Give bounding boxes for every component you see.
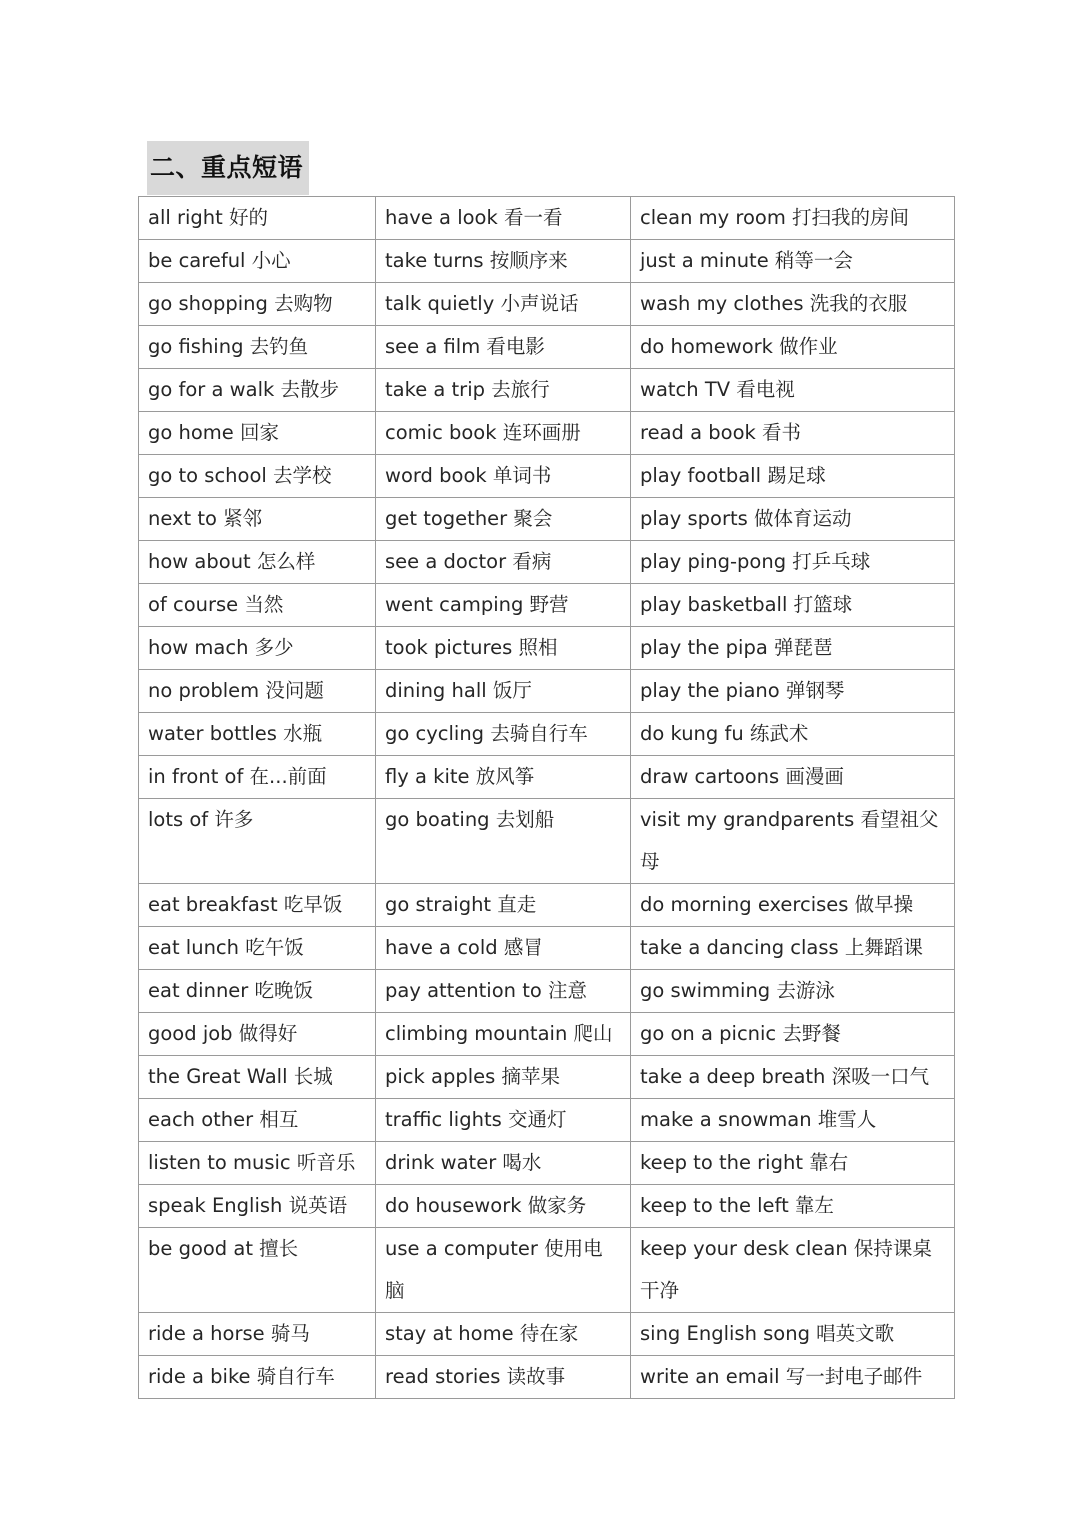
table-row [139, 369, 955, 412]
phrase-cell: eat breakfast 吃早饭 [139, 884, 376, 927]
phrase-cell: pick apples 摘苹果 [376, 1056, 631, 1099]
phrase-cell: do kung fu 练武术 [631, 713, 955, 756]
phrase-cell: go boating 去划船 [376, 799, 631, 884]
phrase-cell: use a computer 使用电脑 [376, 1228, 631, 1313]
table-row [139, 927, 955, 970]
table-row [139, 799, 955, 884]
phrase-cell: draw cartoons 画漫画 [631, 756, 955, 799]
phrase-cell: traffic lights 交通灯 [376, 1099, 631, 1142]
phrase-cell: ride a bike 骑自行车 [139, 1356, 376, 1399]
phrase-cell: how about 怎么样 [139, 541, 376, 584]
table-row [139, 670, 955, 713]
phrase-cell: do morning exercises 做早操 [631, 884, 955, 927]
table-row [139, 541, 955, 584]
phrase-cell: watch TV 看电视 [631, 369, 955, 412]
phrase-cell: go cycling 去骑自行车 [376, 713, 631, 756]
phrase-cell: go to school 去学校 [139, 455, 376, 498]
section-heading: 二、重点短语 [147, 141, 309, 195]
table-row [139, 884, 955, 927]
phrase-cell: wash my clothes 洗我的衣服 [631, 283, 955, 326]
phrase-cell: do homework 做作业 [631, 326, 955, 369]
phrase-cell: eat dinner 吃晚饭 [139, 970, 376, 1013]
phrase-cell: keep to the left 靠左 [631, 1185, 955, 1228]
phrase-cell: next to 紧邻 [139, 498, 376, 541]
table-row [139, 197, 955, 240]
phrase-cell: talk quietly 小声说话 [376, 283, 631, 326]
phrase-cell: sing English song 唱英文歌 [631, 1313, 955, 1356]
phrase-cell: keep your desk clean 保持课桌干净 [631, 1228, 955, 1313]
table-row [139, 1099, 955, 1142]
phrase-cell: visit my grandparents 看望祖父母 [631, 799, 955, 884]
phrase-cell: write an email 写一封电子邮件 [631, 1356, 955, 1399]
phrase-cell: fly a kite 放风筝 [376, 756, 631, 799]
table-row [139, 1013, 955, 1056]
phrase-cell: go on a picnic 去野餐 [631, 1013, 955, 1056]
phrase-cell: eat lunch 吃午饭 [139, 927, 376, 970]
phrase-cell: take a trip 去旅行 [376, 369, 631, 412]
phrase-table-body [139, 197, 955, 1399]
phrase-cell: play basketball 打篮球 [631, 584, 955, 627]
table-row [139, 326, 955, 369]
phrase-cell: see a doctor 看病 [376, 541, 631, 584]
phrase-cell: be good at 擅长 [139, 1228, 376, 1313]
phrase-cell: just a minute 稍等一会 [631, 240, 955, 283]
table-row [139, 1313, 955, 1356]
phrase-cell: keep to the right 靠右 [631, 1142, 955, 1185]
phrase-cell: read a book 看书 [631, 412, 955, 455]
phrase-cell: play football 踢足球 [631, 455, 955, 498]
phrase-cell: listen to music 听音乐 [139, 1142, 376, 1185]
phrase-cell: play the piano 弹钢琴 [631, 670, 955, 713]
phrase-cell: stay at home 待在家 [376, 1313, 631, 1356]
phrase-cell: how mach 多少 [139, 627, 376, 670]
phrase-cell: have a cold 感冒 [376, 927, 631, 970]
phrase-cell: drink water 喝水 [376, 1142, 631, 1185]
phrase-cell: of course 当然 [139, 584, 376, 627]
table-row [139, 412, 955, 455]
phrase-cell: clean my room 打扫我的房间 [631, 197, 955, 240]
phrase-cell: water bottles 水瓶 [139, 713, 376, 756]
phrase-cell: lots of 许多 [139, 799, 376, 884]
phrase-cell: take turns 按顺序来 [376, 240, 631, 283]
table-row [139, 498, 955, 541]
table-row [139, 1356, 955, 1399]
phrase-cell: play the pipa 弹琵琶 [631, 627, 955, 670]
phrase-cell: each other 相互 [139, 1099, 376, 1142]
phrase-cell: the Great Wall 长城 [139, 1056, 376, 1099]
table-row [139, 756, 955, 799]
phrase-table [138, 196, 955, 1399]
phrase-cell: took pictures 照相 [376, 627, 631, 670]
phrase-cell: play ping-pong 打乒乓球 [631, 541, 955, 584]
phrase-cell: in front of 在...前面 [139, 756, 376, 799]
phrase-cell: no problem 没问题 [139, 670, 376, 713]
phrase-cell: go fishing 去钓鱼 [139, 326, 376, 369]
table-row [139, 283, 955, 326]
table-row [139, 584, 955, 627]
phrase-cell: ride a horse 骑马 [139, 1313, 376, 1356]
table-row [139, 240, 955, 283]
phrase-cell: speak English 说英语 [139, 1185, 376, 1228]
table-row [139, 1056, 955, 1099]
phrase-cell: all right 好的 [139, 197, 376, 240]
phrase-cell: go shopping 去购物 [139, 283, 376, 326]
phrase-cell: take a dancing class 上舞蹈课 [631, 927, 955, 970]
table-row [139, 970, 955, 1013]
phrase-cell: take a deep breath 深吸一口气 [631, 1056, 955, 1099]
phrase-cell: pay attention to 注意 [376, 970, 631, 1013]
phrase-cell: be careful 小心 [139, 240, 376, 283]
phrase-cell: go for a walk 去散步 [139, 369, 376, 412]
phrase-cell: comic book 连环画册 [376, 412, 631, 455]
table-row [139, 1142, 955, 1185]
table-row [139, 627, 955, 670]
phrase-cell: go home 回家 [139, 412, 376, 455]
phrase-cell: get together 聚会 [376, 498, 631, 541]
table-row [139, 713, 955, 756]
table-row [139, 1228, 955, 1313]
phrase-cell: see a film 看电影 [376, 326, 631, 369]
phrase-cell: go swimming 去游泳 [631, 970, 955, 1013]
phrase-cell: climbing mountain 爬山 [376, 1013, 631, 1056]
table-row [139, 1185, 955, 1228]
table-row [139, 455, 955, 498]
phrase-cell: do housework 做家务 [376, 1185, 631, 1228]
phrase-cell: make a snowman 堆雪人 [631, 1099, 955, 1142]
phrase-cell: went camping 野营 [376, 584, 631, 627]
phrase-cell: go straight 直走 [376, 884, 631, 927]
phrase-cell: word book 单词书 [376, 455, 631, 498]
phrase-cell: play sports 做体育运动 [631, 498, 955, 541]
phrase-cell: dining hall 饭厅 [376, 670, 631, 713]
phrase-cell: read stories 读故事 [376, 1356, 631, 1399]
phrase-cell: have a look 看一看 [376, 197, 631, 240]
phrase-cell: good job 做得好 [139, 1013, 376, 1056]
